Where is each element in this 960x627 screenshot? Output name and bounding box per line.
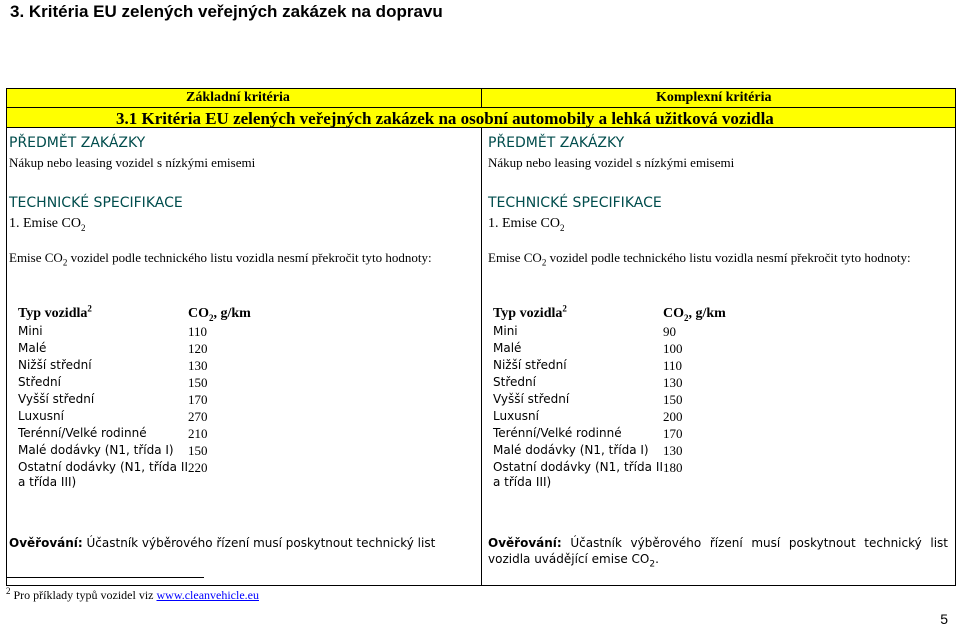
table-row	[18, 443, 278, 460]
right-verification	[488, 535, 948, 570]
complex-criteria-header: Komplexní kritéria	[656, 90, 772, 105]
vehicle-type: Luxusní	[18, 409, 64, 423]
footnote-text: Pro příklady typů vozidel viz	[10, 588, 157, 602]
table-row	[493, 375, 753, 392]
right-subject-text: Nákup nebo leasing vozidel s nízkými emisemi	[488, 155, 735, 170]
co2-value: 100	[663, 341, 683, 356]
vehicle-type: Vyšší střední	[493, 392, 570, 406]
left-values-table	[18, 305, 278, 492]
vehicle-type: Ostatní dodávky (N1, třída II a třída III)	[493, 460, 663, 489]
footnote-link[interactable]: www.cleanvehicle.eu	[156, 588, 259, 602]
co2-header-unit: , g/km	[213, 306, 251, 321]
co2-value: 130	[188, 358, 208, 373]
table-row	[493, 426, 753, 443]
co2-value: 220	[188, 460, 208, 475]
verify-end: .	[655, 552, 659, 566]
right-emise-text: 1. Emise CO	[488, 216, 560, 231]
co2-header	[663, 305, 753, 324]
divider	[481, 127, 482, 585]
verify-sub: 2	[649, 559, 656, 570]
co2-header-sub: 2	[209, 312, 214, 323]
table-row	[18, 324, 278, 341]
vehicle-type: Terénní/Velké rodinné	[493, 426, 622, 440]
vehicle-type: Vyšší střední	[18, 392, 95, 406]
co2-value: 110	[188, 324, 208, 339]
table-row	[493, 460, 753, 492]
left-para-a: Emise CO	[9, 250, 63, 265]
right-emise-heading	[488, 216, 564, 232]
co2-value: 120	[188, 341, 208, 356]
verify-text: Účastník výběrového řízení musí poskytnout technický list	[82, 536, 436, 550]
table-header-row	[493, 305, 753, 324]
right-para-a: Emise CO	[488, 250, 542, 265]
page-number: 5	[940, 611, 948, 627]
co2-value: 110	[663, 358, 683, 373]
type-header-sup: 2	[87, 303, 92, 314]
footnote-separator	[6, 577, 204, 578]
table-row	[493, 324, 753, 341]
type-header	[18, 305, 188, 324]
basic-criteria-header: Základní kritéria	[186, 90, 290, 105]
left-subject-label: PŘEDMĚT ZAKÁZKY	[9, 135, 146, 151]
co2-value: 180	[663, 460, 683, 475]
co2-value: 90	[663, 324, 676, 339]
vehicle-type: Malé dodávky (N1, třída I)	[18, 443, 174, 457]
document-heading: 3. Kritéria EU zelených veřejných zakázek na dopravu	[10, 2, 443, 21]
co2-header-unit: , g/km	[688, 306, 726, 321]
table-row	[493, 341, 753, 358]
table-row	[18, 460, 278, 492]
co2-header-text: CO	[663, 306, 684, 321]
right-para-sub: 2	[541, 257, 547, 268]
divider	[7, 107, 955, 108]
left-paragraph	[9, 250, 474, 266]
co2-value: 150	[663, 392, 683, 407]
co2-value: 130	[663, 375, 683, 390]
left-verification	[9, 536, 435, 550]
vehicle-type: Střední	[493, 375, 536, 389]
vehicle-type: Malé	[493, 341, 522, 355]
table-header-row	[18, 305, 278, 324]
left-para-sub: 2	[62, 257, 68, 268]
vehicle-type: Luxusní	[493, 409, 539, 423]
verify-label: Ověřování:	[488, 536, 562, 550]
co2-header-text: CO	[188, 306, 209, 321]
verify-text: Účastník výběrového řízení musí poskytnout technický list vozidla uvádějící emise CO	[488, 536, 948, 566]
left-emise-text: 1. Emise CO	[9, 216, 81, 231]
table-row	[18, 392, 278, 409]
section-title: 3.1 Kritéria EU zelených veřejných zakázek na osobní automobily a lehká užitková vozidla	[116, 109, 774, 128]
co2-header-sub: 2	[684, 312, 689, 323]
type-header-text: Typ vozidla	[493, 306, 563, 321]
right-values-table	[493, 305, 753, 492]
table-row	[18, 341, 278, 358]
table-row	[493, 392, 753, 409]
table-row	[493, 443, 753, 460]
type-header	[493, 305, 663, 324]
vehicle-type: Nižší střední	[493, 358, 567, 372]
vehicle-type: Ostatní dodávky (N1, třída II a třída III)	[18, 460, 188, 489]
table-row	[493, 409, 753, 426]
right-subject-label: PŘEDMĚT ZAKÁZKY	[488, 135, 625, 151]
footnote	[6, 588, 259, 603]
left-para-b: vozidel podle technického listu vozidla nesmí překročit tyto hodnoty:	[67, 250, 432, 265]
left-spec-label: TECHNICKÉ SPECIFIKACE	[9, 195, 183, 211]
left-subject-text: Nákup nebo leasing vozidel s nízkými emisemi	[9, 155, 256, 170]
vehicle-type: Mini	[18, 324, 43, 338]
right-emise-sub: 2	[559, 222, 565, 233]
vehicle-type: Mini	[493, 324, 518, 338]
divider	[481, 89, 482, 107]
co2-value: 150	[188, 375, 208, 390]
vehicle-type: Terénní/Velké rodinné	[18, 426, 147, 440]
table-row	[493, 358, 753, 375]
co2-value: 150	[188, 443, 208, 458]
footnote-marker: 2	[6, 586, 11, 596]
co2-value: 170	[663, 426, 683, 441]
co2-value: 170	[188, 392, 208, 407]
left-emise-heading	[9, 216, 85, 232]
co2-value: 200	[663, 409, 683, 424]
right-spec-label: TECHNICKÉ SPECIFIKACE	[488, 195, 662, 211]
vehicle-type: Nižší střední	[18, 358, 92, 372]
co2-value: 130	[663, 443, 683, 458]
table-row	[18, 375, 278, 392]
table-row	[18, 409, 278, 426]
co2-header	[188, 305, 278, 324]
table-row	[18, 358, 278, 375]
right-paragraph	[488, 250, 950, 266]
vehicle-type: Střední	[18, 375, 61, 389]
co2-value: 270	[188, 409, 208, 424]
vehicle-type: Malé dodávky (N1, třída I)	[493, 443, 649, 457]
left-emise-sub: 2	[80, 222, 86, 233]
right-para-b: vozidel podle technického listu vozidla nesmí překročit tyto hodnoty:	[546, 250, 911, 265]
verify-label: Ověřování:	[9, 536, 83, 550]
type-header-sup: 2	[562, 303, 567, 314]
table-row	[18, 426, 278, 443]
co2-value: 210	[188, 426, 208, 441]
vehicle-type: Malé	[18, 341, 47, 355]
type-header-text: Typ vozidla	[18, 306, 88, 321]
